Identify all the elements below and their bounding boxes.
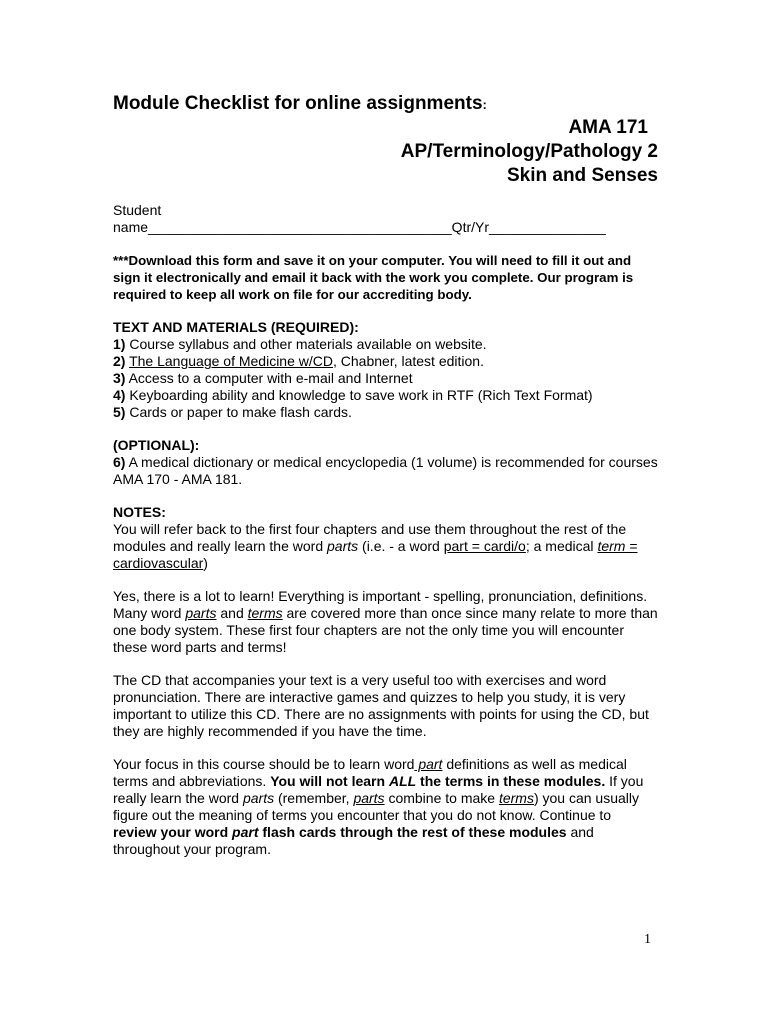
- document-body: [113, 88, 658, 858]
- document-title: Module Checklist for online assignments:: [113, 93, 487, 114]
- materials-section: [113, 319, 658, 421]
- notes-paragraph-4: Your focus in this course should be to learn word part definitions as well as medical terms and abbreviations. You will not learn ALL the terms in these modules. If you really learn the word parts (remember, parts combine to make terms) you can usually figure out the meaning of terms you encounter that you do not know. Continue to review your word part flash cards through the rest of these modules and throughout your program.: [113, 756, 644, 857]
- course-code: AMA 171: [568, 117, 648, 138]
- course-subject: AP/Terminology/Pathology 2: [400, 141, 658, 162]
- page-number: 1: [644, 932, 651, 947]
- list-item: 5) Cards or paper to make flash cards.: [113, 404, 352, 420]
- optional-section: [113, 437, 658, 488]
- notes-paragraph-2: Yes, there is a lot to learn! Everything is important - spelling, pronunciation, definitions. Many word parts and terms are covered more than once since many relate to more than one body system. These first four chapters are not the only time you will encounter these word parts and terms!: [113, 588, 658, 655]
- student-name-field[interactable]: Student name_______________________________________Qtr/Yr_______________: [113, 202, 606, 235]
- notes-section: [113, 504, 658, 572]
- download-note: ***Download this form and save it on your computer. You will need to fill it out and sign it electronically and email it back with the work you complete. Our program is required to keep all work on file for our accrediting body.: [113, 253, 634, 302]
- list-item: 2) The Language of Medicine w/CD, Chabner, latest edition.: [113, 353, 484, 369]
- module-name: Skin and Senses: [506, 165, 658, 186]
- optional-heading: (OPTIONAL):: [113, 437, 200, 453]
- notes-paragraph-3: The CD that accompanies your text is a very useful too with exercises and word pronunciation. There are interactive games and quizzes to help you study, it is very important to utilize this CD. There are no assignments with points for using the CD, but they are highly recommended if you have the time.: [113, 672, 649, 739]
- notes-paragraph-1: You will refer back to the first four chapters and use them throughout the rest of the modules and really learn the word parts (i.e. - a word part = cardi/o; a medical term = cardiovascular): [113, 521, 638, 571]
- list-item: 4) Keyboarding ability and knowledge to save work in RTF (Rich Text Format): [113, 387, 593, 403]
- list-item: 3) Access to a computer with e-mail and Internet: [113, 370, 413, 386]
- notes-heading: NOTES:: [113, 504, 166, 520]
- materials-heading: TEXT AND MATERIALS (REQUIRED):: [113, 319, 359, 335]
- list-item: 1) Course syllabus and other materials available on website.: [113, 336, 487, 352]
- list-item: 6) A medical dictionary or medical encyclopedia (1 volume) is recommended for courses AMA 170 - AMA 181.: [113, 454, 658, 487]
